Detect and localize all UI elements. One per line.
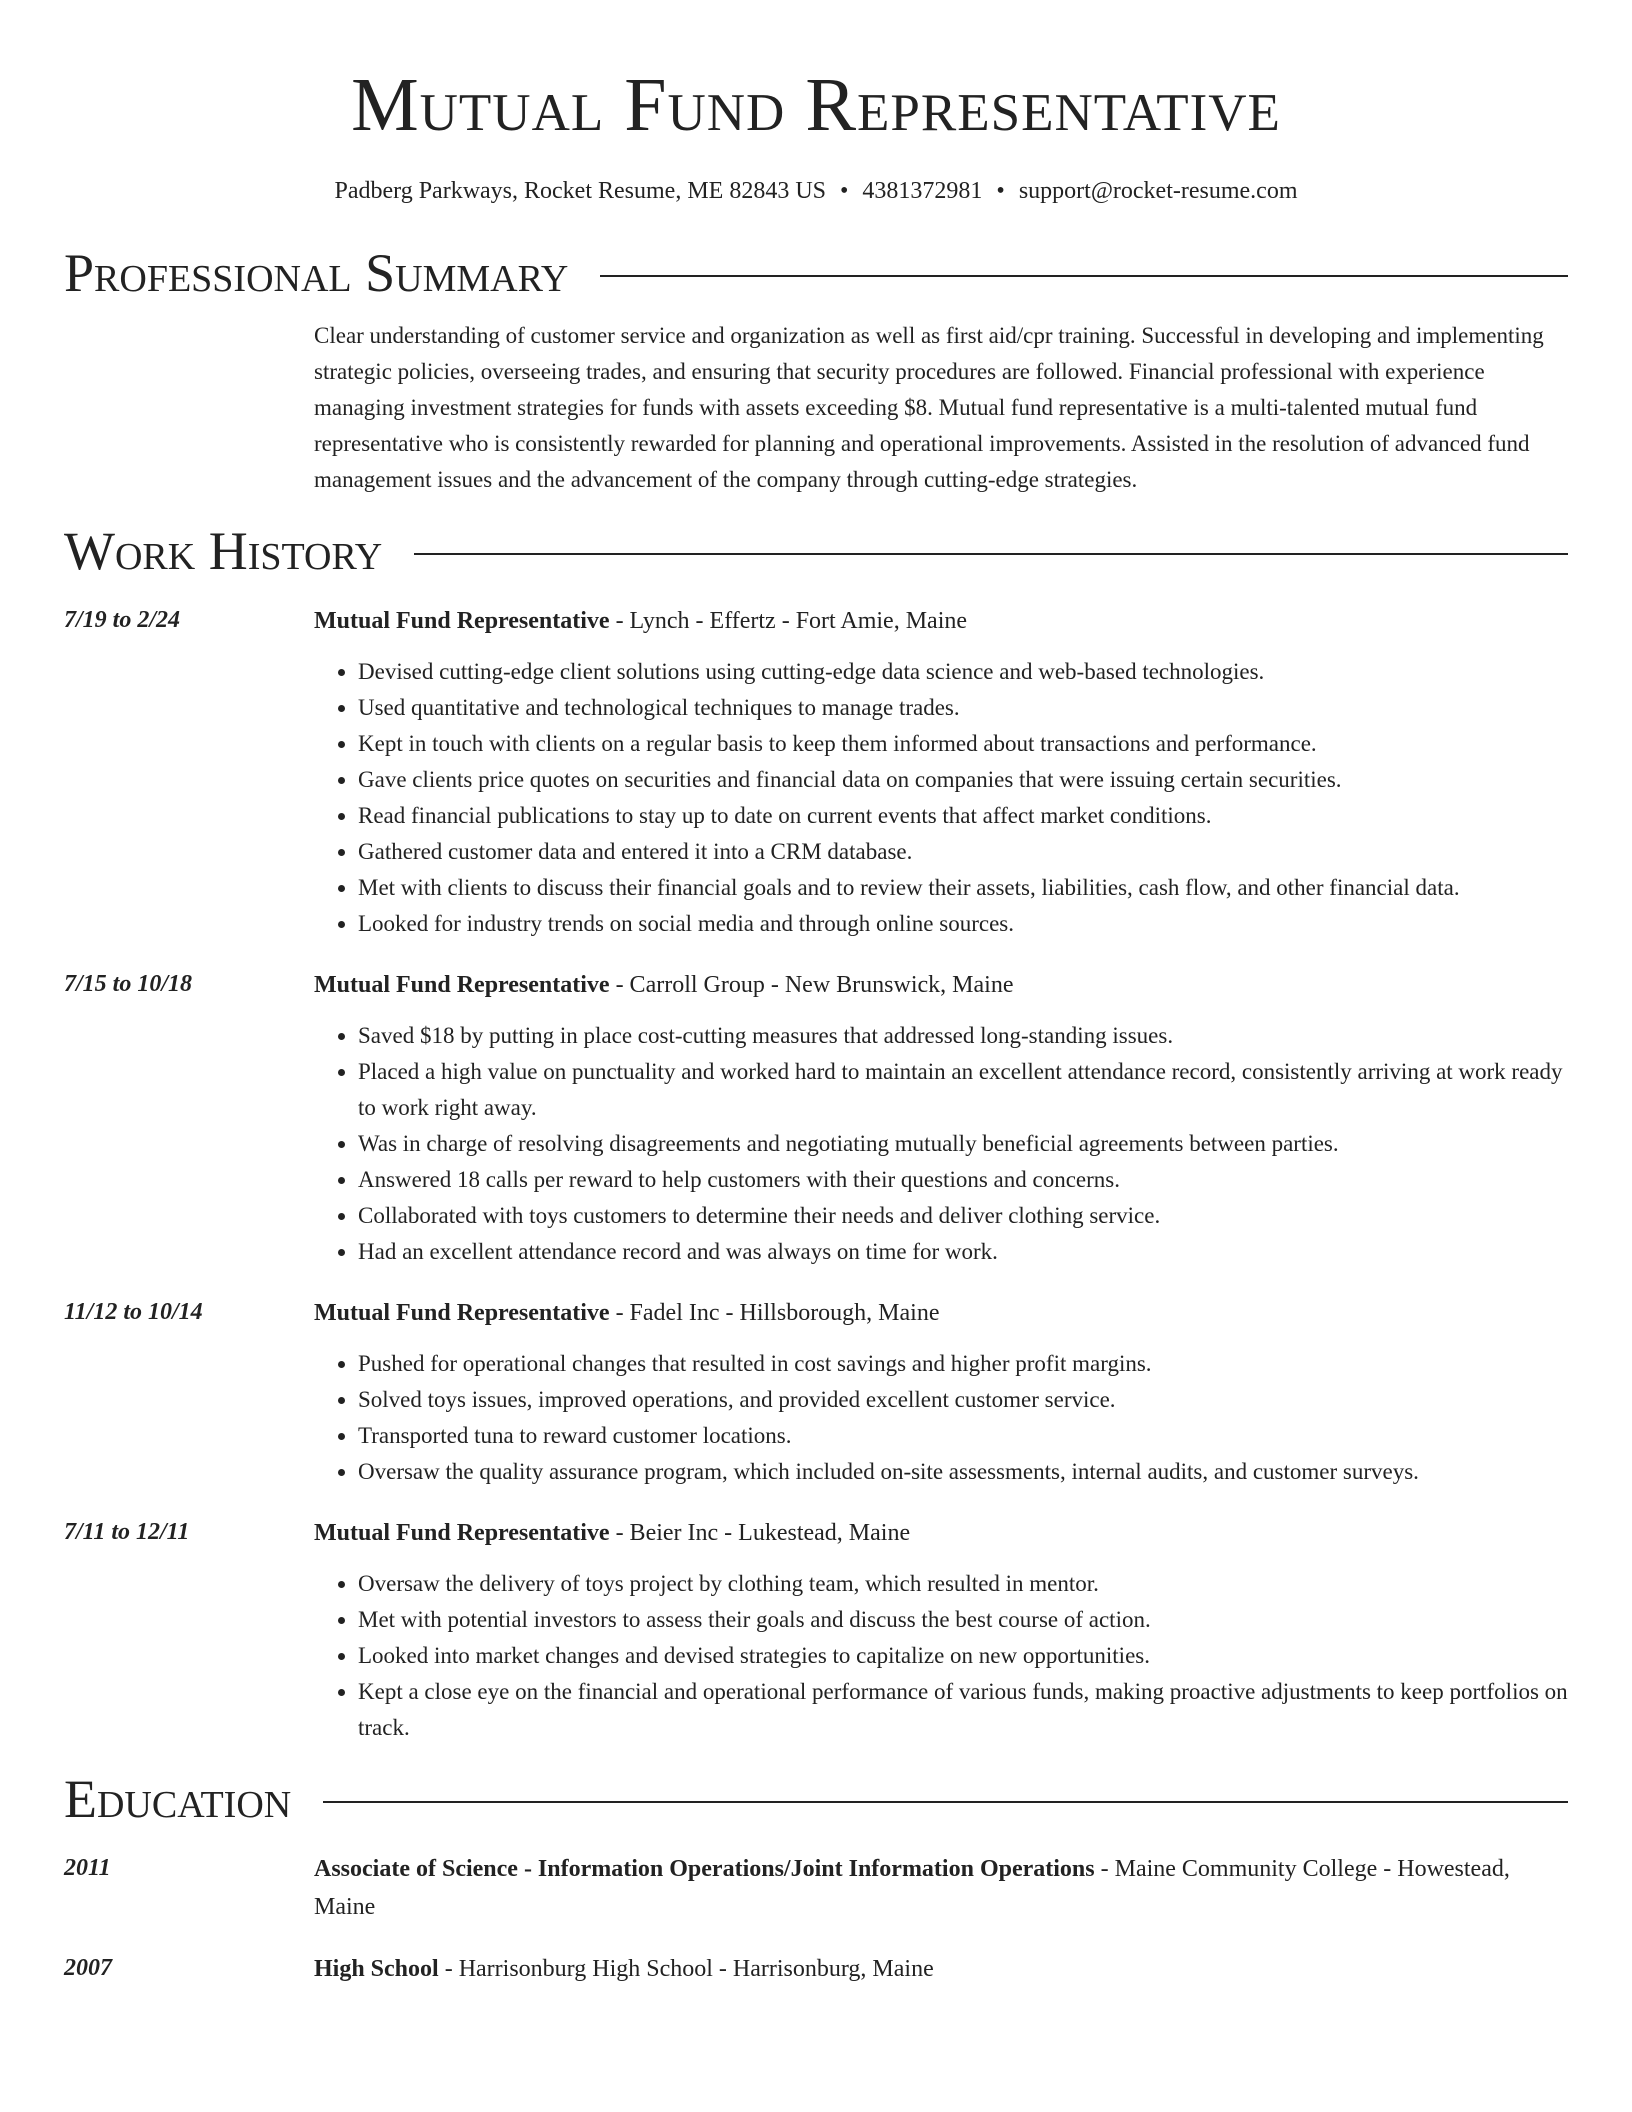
- section-divider: [414, 553, 1568, 555]
- section-divider: [323, 1801, 1568, 1803]
- job-bullet: • Gave clients price quotes on securities and financial data on companies that were issuing certain securities.: [358, 762, 1568, 798]
- work-section-header: [64, 520, 1568, 582]
- job-dates: 7/15 to 10/18: [64, 971, 193, 997]
- job-bullet: • Transported tuna to reward customer locations.: [358, 1418, 1568, 1454]
- job-entry: [64, 602, 1568, 942]
- job-bullet: • Used quantitative and technological techniques to manage trades.: [358, 690, 1568, 726]
- job-bullet: • Pushed for operational changes that resulted in cost savings and higher profit margins.: [358, 1346, 1568, 1382]
- job-title: Mutual Fund Representative: [314, 608, 610, 634]
- contact-separator: •: [840, 178, 849, 204]
- education-body: [314, 1850, 1568, 1926]
- job-dates: 7/19 to 2/24: [64, 607, 181, 633]
- work-heading: Work History: [64, 521, 383, 581]
- contact-address: Padberg Parkways, Rocket Resume, ME 82843 US: [334, 178, 826, 204]
- job-bullet: • Met with clients to discuss their financial goals and to review their assets, liabilities, cash flow, and other financial data.: [358, 870, 1568, 906]
- education-body: [314, 1950, 1568, 1988]
- job-bullets: [314, 1566, 1568, 1746]
- education-details: - Maine Community College - Howestead, Maine: [314, 1856, 1510, 1920]
- resume-page: [64, 0, 1568, 1988]
- job-bullet: • Devised cutting-edge client solutions using cutting-edge data science and web-based technologies.: [358, 654, 1568, 690]
- job-details: - Carroll Group - New Brunswick, Maine: [609, 972, 1014, 998]
- resume-name: Mutual Fund Representative: [351, 63, 1281, 147]
- job-bullet: • Saved $18 by putting in place cost-cutting measures that addressed long-standing issues.: [358, 1018, 1568, 1054]
- contact-phone: 4381372981: [862, 178, 983, 204]
- job-bullet: • Looked into market changes and devised strategies to capitalize on new opportunities.: [358, 1638, 1568, 1674]
- education-line: [314, 1950, 1568, 1988]
- education-year: 2011: [64, 1855, 111, 1881]
- education-entry: [64, 1950, 1568, 1988]
- job-bullet: • Kept a close eye on the financial and operational performance of various funds, making proactive adjustments to keep portfolios on track.: [358, 1674, 1568, 1746]
- job-body: [314, 1514, 1568, 1746]
- contact-line: [64, 176, 1568, 206]
- job-body: [314, 602, 1568, 942]
- job-bullet: • Solved toys issues, improved operations, and provided excellent customer service.: [358, 1382, 1568, 1418]
- summary-heading: Professional Summary: [64, 243, 569, 303]
- job-bullet: • Kept in touch with clients on a regular basis to keep them informed about transactions and performance.: [358, 726, 1568, 762]
- job-title: Mutual Fund Representative: [314, 1520, 610, 1546]
- summary-section-header: [64, 242, 1568, 304]
- education-degree: High School: [314, 1956, 439, 1982]
- job-title-line: [314, 1514, 1568, 1552]
- job-entry: [64, 1294, 1568, 1490]
- job-body: [314, 966, 1568, 1270]
- job-bullet: • Collaborated with toys customers to determine their needs and deliver clothing service.: [358, 1198, 1568, 1234]
- job-title: Mutual Fund Representative: [314, 1300, 610, 1326]
- education-section-header: [64, 1768, 1568, 1830]
- education-details: - Harrisonburg High School - Harrisonburg, Maine: [438, 1956, 934, 1982]
- job-title: Mutual Fund Representative: [314, 972, 610, 998]
- job-title-line: [314, 1294, 1568, 1332]
- job-bullet: • Was in charge of resolving disagreements and negotiating mutually beneficial agreements between parties.: [358, 1126, 1568, 1162]
- job-dates: 7/11 to 12/11: [64, 1519, 190, 1545]
- job-bullet: • Looked for industry trends on social media and through online sources.: [358, 906, 1568, 942]
- work-history-list: [64, 602, 1568, 1746]
- job-entry: [64, 966, 1568, 1270]
- job-bullets: [314, 1346, 1568, 1490]
- summary-text: Clear understanding of customer service and organization as well as first aid/cpr training. Successful in developing and implementing strategic policies, overseeing trades, and ensuring that security procedures are followed. Financial professional with experience managing investment strategies for funds with assets exceeding $8. Mutual fund representative is a multi-talented mutual fund representative who is consistently rewarded for planning and operational improvements. Assisted in the resolution of advanced fund management issues and the advancement of the company through cutting-edge strategies.: [314, 323, 1544, 492]
- job-details: - Lynch - Effertz - Fort Amie, Maine: [609, 608, 968, 634]
- job-title-line: [314, 602, 1568, 640]
- job-bullet: • Had an excellent attendance record and was always on time for work.: [358, 1234, 1568, 1270]
- education-degree: Associate of Science - Information Operations/Joint Information Operations: [314, 1856, 1095, 1882]
- education-line: [314, 1850, 1568, 1926]
- education-heading: Education: [64, 1769, 292, 1829]
- job-bullet: • Oversaw the quality assurance program, which included on-site assessments, internal audits, and customer surveys.: [358, 1454, 1568, 1490]
- job-entry: [64, 1514, 1568, 1746]
- job-bullets: [314, 1018, 1568, 1270]
- job-title-line: [314, 966, 1568, 1004]
- contact-email: support@rocket-resume.com: [1018, 178, 1298, 204]
- job-bullets: [314, 654, 1568, 942]
- section-divider: [600, 275, 1568, 277]
- job-details: - Beier Inc - Lukestead, Maine: [609, 1520, 911, 1546]
- job-bullet: • Read financial publications to stay up to date on current events that affect market conditions.: [358, 798, 1568, 834]
- job-bullet: • Oversaw the delivery of toys project by clothing team, which resulted in mentor.: [358, 1566, 1568, 1602]
- job-bullet: • Answered 18 calls per reward to help customers with their questions and concerns.: [358, 1162, 1568, 1198]
- job-dates: 11/12 to 10/14: [64, 1299, 203, 1325]
- education-entry: [64, 1850, 1568, 1926]
- education-year: 2007: [64, 1955, 112, 1981]
- job-details: - Fadel Inc - Hillsborough, Maine: [609, 1300, 940, 1326]
- job-bullet: • Gathered customer data and entered it into a CRM database.: [358, 834, 1568, 870]
- job-bullet: • Met with potential investors to assess their goals and discuss the best course of action.: [358, 1602, 1568, 1638]
- job-bullet: • Placed a high value on punctuality and worked hard to maintain an excellent attendance record, consistently arriving at work ready to work right away.: [358, 1054, 1568, 1126]
- job-body: [314, 1294, 1568, 1490]
- contact-separator: •: [996, 178, 1005, 204]
